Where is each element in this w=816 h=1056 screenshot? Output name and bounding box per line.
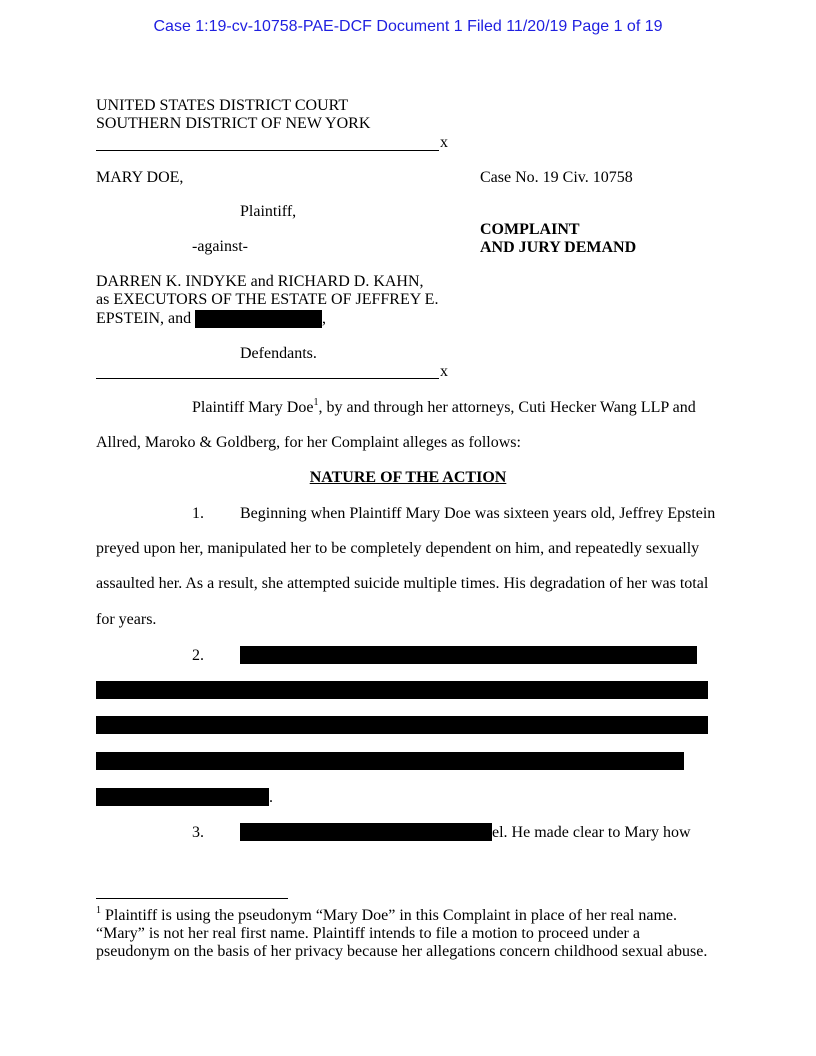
para-1-line-2: preyed upon her, manipulated her to be completely dependent on him, and repeatedly sexually xyxy=(96,540,700,557)
redaction-block-para-2-line-3 xyxy=(96,716,708,734)
plaintiff-role: Plaintiff, xyxy=(240,203,297,220)
caption-top-rule xyxy=(96,150,439,151)
defendants-line-3: EPSTEIN, and xyxy=(96,310,192,327)
caption-bottom-x: x xyxy=(440,363,448,380)
para-1-number: 1. xyxy=(192,505,204,522)
footnote-separator xyxy=(96,898,288,899)
document-title-line-1: COMPLAINT xyxy=(480,221,580,238)
redaction-block-para-2-line-1 xyxy=(240,646,697,664)
court-name-line-2: SOUTHERN DISTRICT OF NEW YORK xyxy=(96,115,371,132)
footnote-ref-1: 1 xyxy=(313,396,319,408)
redaction-block-para-2-line-5 xyxy=(96,788,269,806)
court-name-line-1: UNITED STATES DISTRICT COURT xyxy=(96,97,349,114)
footnote-line-2: “Mary” is not her real first name. Plaintiff intends to file a motion to proceed under a xyxy=(96,925,640,942)
intro-line-1 xyxy=(192,396,696,417)
caption-bottom-rule xyxy=(96,378,439,379)
redaction-block-para-2-line-4 xyxy=(96,752,684,770)
defendants-line-1: DARREN K. INDYKE and RICHARD D. KAHN, xyxy=(96,273,424,290)
intro-line-1-a: Plaintiff Mary Doe xyxy=(192,399,314,416)
footnote-line-1-text: Plaintiff is using the pseudonym “Mary Doe” in this Complaint in place of her real name. xyxy=(101,907,678,924)
defendants-line-3-comma: , xyxy=(322,310,326,327)
plaintiff-name: MARY DOE, xyxy=(96,169,184,186)
para-1-line-4: for years. xyxy=(96,611,157,628)
footnote-line-1 xyxy=(96,904,678,925)
caption-top-x: x xyxy=(440,134,448,151)
section-heading: NATURE OF THE ACTION xyxy=(309,469,507,486)
footnote-line-3: pseudonym on the basis of her privacy because her allegations concern childhood sexual abuse. xyxy=(96,943,708,960)
footnote-marker: 1 xyxy=(96,904,101,916)
para-2-end-period: . xyxy=(269,789,273,806)
case-header-stamp: Case 1:19-cv-10758-PAE-DCF Document 1 Filed 11/20/19 Page 1 of 19 xyxy=(153,18,663,35)
defendants-line-2: as EXECUTORS OF THE ESTATE OF JEFFREY E. xyxy=(96,291,439,308)
redaction-block-defendant xyxy=(195,310,322,328)
document-title-line-2: AND JURY DEMAND xyxy=(480,239,637,256)
para-1-line-1: Beginning when Plaintiff Mary Doe was sixteen years old, Jeffrey Epstein xyxy=(240,505,716,522)
redaction-block-para-3 xyxy=(240,823,492,841)
defendants-role: Defendants. xyxy=(240,345,317,362)
para-1-line-3: assaulted her. As a result, she attempted suicide multiple times. His degradation of her was total xyxy=(96,575,709,592)
intro-line-2: Allred, Maroko & Goldberg, for her Complaint alleges as follows: xyxy=(96,434,521,451)
para-3-line-1-tail: el. He made clear to Mary how xyxy=(492,824,691,841)
para-2-number: 2. xyxy=(192,647,204,664)
case-number: Case No. 19 Civ. 10758 xyxy=(480,169,633,186)
para-3-number: 3. xyxy=(192,824,204,841)
against-label: -against- xyxy=(192,238,248,255)
intro-line-1-b: , by and through her attorneys, Cuti Hecker Wang LLP and xyxy=(318,399,696,416)
redaction-block-para-2-line-2 xyxy=(96,681,708,699)
